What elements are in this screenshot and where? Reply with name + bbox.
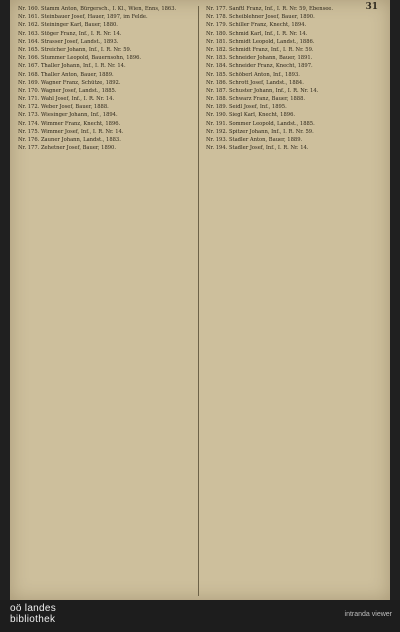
roll-entry: Nr. 161. Steinbauer Josef, Hauer, 1897, im Felde. — [18, 14, 148, 21]
library-logo[interactable] — [10, 603, 56, 625]
roll-entry: Nr. 189. Seidl Josef, Inf., 1895. — [206, 104, 287, 111]
left-column — [18, 6, 194, 153]
roll-entry: Nr. 182. Schmidt Franz, Inf., I. R. Nr. 59. — [206, 46, 314, 53]
roll-entry: Nr. 194. Stadler Josef, Inf., I. R. Nr. 14. — [206, 145, 309, 152]
roll-entry: Nr. 177. Sanftl Franz, Inf., I. R. Nr. 59, Ebensee. — [206, 6, 334, 12]
roll-entry: Nr. 183. Schneider Johann, Bauer, 1891. — [206, 55, 313, 62]
roll-entry: Nr. 179. Schiller Franz, Knecht, 1894. — [206, 22, 307, 29]
roll-entry: Nr. 188. Schwarz Franz, Bauer, 1888. — [206, 96, 306, 103]
roll-entry: Nr. 171. Wahl Josef, Inf., I. R. Nr. 14. — [18, 96, 115, 103]
logo-line-1: oö landes — [10, 603, 57, 614]
roll-entry: Nr. 190. Siegl Karl, Knecht, 1896. — [206, 112, 296, 119]
roll-entry: Nr. 187. Schuster Johann, Inf., I. R. Nr. 14. — [206, 87, 319, 94]
roll-entry: Nr. 181. Schmidt Leopold, Landst., 1886. — [206, 38, 315, 45]
roll-entry: Nr. 184. Schneider Franz, Knecht, 1897. — [206, 63, 313, 70]
right-column — [206, 6, 382, 153]
column-divider — [198, 6, 199, 596]
roll-entry: Nr. 193. Stadler Anton, Bauer, 1889. — [206, 137, 303, 143]
viewer-footer — [0, 600, 400, 632]
roll-entry: Nr. 162. Steininger Karl, Bauer, 1880. — [18, 22, 118, 29]
roll-entry: Nr. 176. Zauner Johann, Landst., 1883. — [18, 137, 121, 143]
viewer-label: intranda viewer — [344, 611, 392, 618]
roll-entry: Nr. 170. Wagner Josef, Landst., 1885. — [18, 87, 117, 94]
roll-entry: Nr. 191. Sommer Leopold, Landst., 1885. — [206, 120, 315, 127]
roll-entry: Nr. 177. Zehetner Josef, Bauer, 1890. — [18, 145, 116, 152]
roll-entry: Nr. 165. Streicher Johann, Inf., I. R. Nr. 59. — [18, 46, 132, 53]
roll-entry: Nr. 180. Schmid Karl, Inf., I. R. Nr. 14. — [206, 30, 308, 37]
roll-entry: Nr. 160. Stamm Anton, Bürgersch., I. Kl., Wien, Enns, 1863. — [18, 6, 177, 12]
roll-entry: Nr. 174. Wimmer Franz, Knecht, 1896. — [18, 120, 121, 127]
roll-entry: Nr. 178. Scheiblehner Josef, Bauer, 1890. — [206, 14, 315, 21]
scanned-page — [10, 0, 390, 600]
roll-entry: Nr. 175. Wimmer Josef, Inf., I. R. Nr. 14. — [18, 128, 124, 135]
roll-entry: Nr. 186. Schrott Josef, Landst., 1884. — [206, 79, 304, 86]
roll-entry: Nr. 173. Wiesinger Johann, Inf., 1894. — [18, 112, 118, 119]
roll-entry: Nr. 169. Wagner Franz, Schütze, 1892. — [18, 79, 121, 86]
roll-entry: Nr. 163. Stöger Franz, Inf., I. R. Nr. 14. — [18, 30, 122, 37]
roll-entry: Nr. 168. Thaller Anton, Bauer, 1889. — [18, 71, 114, 78]
roll-entry: Nr. 167. Thaller Johann, Inf., I. R. Nr. 14. — [18, 63, 126, 70]
logo-line-2: bibliothek — [10, 614, 56, 625]
roll-entry: Nr. 172. Weber Josef, Bauer, 1888. — [18, 104, 109, 111]
page-number: 31 — [365, 2, 378, 12]
roll-entry: Nr. 185. Schöberl Anton, Inf., 1893. — [206, 71, 300, 78]
roll-entry: Nr. 192. Spitzer Johann, Inf., I. R. Nr. 59. — [206, 128, 314, 135]
roll-entry: Nr. 166. Stummer Leopold, Bauernsohn, 1896. — [18, 55, 142, 62]
roll-entry: Nr. 164. Strasser Josef, Landst., 1893. — [18, 38, 119, 45]
